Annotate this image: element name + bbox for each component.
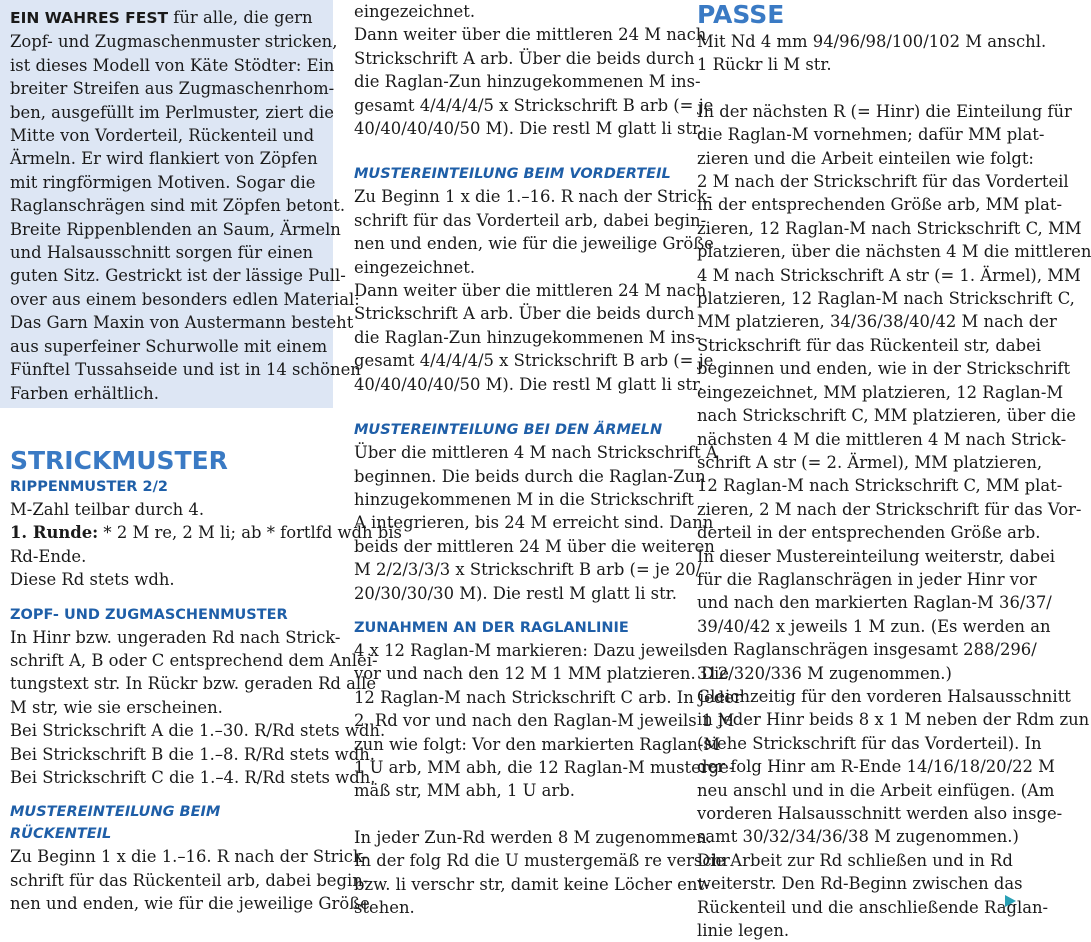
text-line: schrift A, B oder C entsprechend dem Anlei- (10, 651, 378, 671)
text-line: nen und enden, wie für die jeweilige Größe (10, 894, 370, 914)
text-line: Strickschrift A arb. Über die beids durch (354, 48, 695, 68)
passe-text-1 (697, 30, 1047, 77)
text-line: Die Arbeit zur Rd schließen und in Rd (697, 850, 1013, 870)
intro-box (0, 0, 361, 408)
text-line: mit ringförmigen Motiven. Sogar die (10, 172, 316, 192)
text-line: die Raglan-Zun hinzugekommenen M ins- (354, 72, 701, 92)
text-line: over aus einem besonders edlen Material: (10, 289, 360, 309)
rippen-round-label: 1. Runde: (10, 523, 99, 543)
aermel-text (354, 441, 718, 605)
text-line: Rückenteil und die anschließende Raglan- (697, 897, 1049, 917)
text-line: Zu Beginn 1 x die 1.–16. R nach der Strick- (354, 187, 713, 207)
text-line: linie legen. (697, 921, 790, 941)
text-line: Zopf- und Zugmaschenmuster stricken, (10, 32, 338, 52)
text-line: 12 Raglan-M nach Strickschrift C, MM plat- (697, 476, 1063, 496)
text-line: Über die mittleren 4 M nach Strickschrift A (354, 443, 718, 463)
text-line: derteil in der entsprechenden Größe arb. (697, 523, 1041, 543)
text-line: ist dieses Modell von Käte Stödter: Ein (10, 55, 335, 75)
text-line: 4 M nach Strickschrift A str (= 1. Ärmel), MM (697, 265, 1081, 285)
text-line: Mitte von Vorderteil, Rückenteil und (10, 126, 315, 146)
ruecken-text (10, 845, 370, 915)
text-line: schrift für das Vorderteil arb, dabei begin- (354, 210, 707, 230)
text-line: eingezeichnet. (354, 2, 476, 21)
text-line: samt 30/32/34/36/38 M zugenommen.) (697, 827, 1019, 847)
ruecken-heading: MUSTEREINTEILUNG BEIM RÜCKENTEIL (10, 804, 221, 843)
text-line: 4 x 12 Raglan-M markieren: Dazu jeweils (354, 640, 698, 660)
text-line: Mit Nd 4 mm 94/96/98/100/102 M anschl. (697, 32, 1047, 51)
strickmuster-heading: STRICKMUSTER (10, 446, 228, 475)
text-line: in jeder Hinr beids 8 x 1 M neben der Rdm zun (697, 710, 1090, 730)
text-line: 39/40/42 x jeweils 1 M zun. (Es werden an (697, 616, 1051, 636)
intro-first-line-rest: für alle, die gern (168, 8, 313, 27)
text-line: zun wie folgt: Vor den markierten Raglan-M (354, 734, 721, 754)
text-line: platzieren, 12 Raglan-M nach Strickschrift C, (697, 289, 1075, 309)
column-3 (697, 0, 1091, 942)
text-line: nen und enden, wie für die jeweilige Größe (354, 234, 714, 254)
text-line: die Raglan-M vornehmen; dafür MM plat- (697, 125, 1045, 145)
text-line: 40/40/40/40/50 M). Die restl M glatt li str. (354, 374, 704, 394)
text-line: eingezeichnet, MM platzieren, 12 Raglan-M (697, 382, 1064, 402)
text-line: Das Garn Maxin von Austermann besteht (10, 313, 354, 333)
text-line: gesamt 4/4/4/4/5 x Strickschrift B arb (= je (354, 351, 714, 371)
text-line: 40/40/40/40/50 M). Die restl M glatt li str. (354, 119, 704, 139)
text-line: Bei Strickschrift B die 1.–8. R/Rd stets wdh. (10, 744, 375, 764)
text-line: In jeder Zun-Rd werden 8 M zugenommen. (354, 827, 712, 847)
text-line: Breite Rippenblenden an Saum, Ärmeln (10, 219, 341, 239)
text-line: die Raglan-Zun hinzugekommenen M ins- (354, 327, 701, 347)
text-line: nach Strickschrift C, MM platzieren, über die (697, 406, 1076, 426)
aermel-heading: MUSTEREINTEILUNG BEI DEN ÄRMELN (354, 422, 663, 439)
text-line: zieren, 2 M nach der Strickschrift für das Vor- (697, 499, 1082, 519)
text-line: Bei Strickschrift C die 1.–4. R/Rd stets wdh. (10, 768, 376, 788)
text-line: in der entsprechenden Größe arb, MM plat- (697, 195, 1063, 215)
passe-heading: PASSE (697, 0, 785, 29)
intro-paragraph (10, 6, 361, 405)
text-line: Bei Strickschrift A die 1.–30. R/Rd stets wdh. (10, 721, 386, 741)
text-line: In Hinr bzw. ungeraden Rd nach Strick- (10, 627, 341, 647)
text-line: zieren und die Arbeit einteilen wie folgt: (697, 148, 1034, 168)
text-line: gesamt 4/4/4/4/5 x Strickschrift B arb (= je (354, 95, 714, 115)
text-line: A integrieren, bis 24 M erreicht sind. Dann (354, 513, 714, 533)
vorder-heading: MUSTEREINTEILUNG BEIM VORDERTEIL (354, 166, 671, 183)
text-line: Gleichzeitig für den vorderen Halsausschnitt (697, 686, 1071, 706)
text-line: und Halsausschnitt sorgen für einen (10, 243, 314, 263)
text-line: ben, ausgefüllt im Perlmuster, ziert die (10, 102, 334, 122)
text-line: 12 Raglan-M nach Strickschrift C arb. In jeder (354, 687, 742, 707)
text-line: 312/320/336 M zugenommen.) (697, 663, 952, 683)
text-line: vorderen Halsausschnitt werden also insge- (697, 804, 1063, 823)
text-line: 2. Rd vor und nach den Raglan-M jeweils 1 M (354, 711, 735, 731)
continue-arrow-icon (1005, 895, 1016, 907)
text-line: guten Sitz. Gestrickt ist der lässige Pull- (10, 266, 346, 286)
text-line: und nach den markierten Raglan-M 36/37/ (697, 593, 1052, 613)
text-line: (siehe Strickschrift für das Vorderteil). In (697, 733, 1042, 753)
text-line: der folg Hinr am R-Ende 14/16/18/20/22 M (697, 757, 1055, 777)
text-line: nächsten 4 M die mittleren 4 M nach Strick- (697, 429, 1067, 449)
text-line: Strickschrift für das Rückenteil str, dabei (697, 335, 1042, 355)
text-line: 20/30/30/30 M). Die restl M glatt li str. (354, 583, 677, 603)
text-line: den Raglanschrägen insgesamt 288/296/ (697, 640, 1037, 660)
text-line: Rd-Ende. (10, 546, 87, 566)
text-line: Dann weiter über die mittleren 24 M nach (354, 25, 707, 45)
text-line: aus superfeiner Schurwolle mit einem (10, 336, 328, 356)
rippenmuster-text (10, 498, 402, 592)
vorder-text (354, 185, 714, 396)
text-line: tungstext str. In Rückr bzw. geraden Rd alle (10, 674, 377, 694)
text-line: Dann weiter über die mittleren 24 M nach (354, 281, 707, 301)
text-line: Ärmeln. Er wird flankiert von Zöpfen (10, 149, 318, 169)
text-line: zieren, 12 Raglan-M nach Strickschrift C, MM (697, 218, 1082, 238)
text-line: beginnen. Die beids durch die Raglan-Zun (354, 466, 706, 486)
text-line: In der nächsten R (= Hinr) die Einteilung für (697, 101, 1072, 121)
rippen-round-line (10, 521, 402, 544)
text-line: In der folg Rd die U mustergemäß re verschr (354, 851, 730, 871)
text-line: In dieser Mustereinteilung weiterstr, dabei (697, 546, 1056, 566)
text-line: M 2/2/3/3/3 x Strickschrift B arb (= je 20/ (354, 560, 702, 580)
text-line: Strickschrift A arb. Über die beids durch (354, 304, 695, 324)
text-line: bzw. li verschr str, damit keine Löcher ent- (354, 874, 710, 894)
rippen-line: M-Zahl teilbar durch 4. (10, 500, 205, 519)
intro-lead: EIN WAHRES FEST (10, 9, 169, 27)
rippen-round-text: * 2 M re, 2 M li; ab * fortlfd wdh bis (98, 523, 402, 543)
text-line: beids der mittleren 24 M über die weiteren (354, 536, 715, 556)
text-line: Farben erhältlich. (10, 383, 159, 403)
text-line: für die Raglanschrägen in jeder Hinr vor (697, 569, 1037, 589)
zunahmen-text (354, 639, 742, 803)
text-line: neu anschl und in die Arbeit einfügen. (Am (697, 780, 1055, 800)
zopf-text (10, 626, 386, 790)
text-line: 2 M nach der Strickschrift für das Vorderteil (697, 172, 1069, 192)
text-line: 1 Rückr li M str. (697, 55, 832, 75)
ruecken-cont-text (354, 0, 714, 140)
text-line: 1 U arb, MM abh, die 12 Raglan-M musterge- (354, 757, 735, 777)
text-line: schrift für das Rückenteil arb, dabei begin- (10, 870, 369, 890)
text-line: beginnen und enden, wie in der Strickschrift (697, 359, 1071, 379)
rippenmuster-heading: RIPPENMUSTER 2/2 (10, 479, 168, 495)
text-line: MM platzieren, 34/36/38/40/42 M nach der (697, 312, 1057, 332)
zunahmen-heading: ZUNAHMEN AN DER RAGLANLINIE (354, 619, 629, 636)
zopf-heading: ZOPF- UND ZUGMASCHENMUSTER (10, 606, 288, 623)
text-line: M str, wie sie erscheinen. (10, 697, 223, 717)
text-line: mäß str, MM abh, 1 U arb. (354, 781, 575, 801)
text-line: breiter Streifen aus Zugmaschenrhom- (10, 79, 335, 99)
text-line: vor und nach den 12 M 1 MM platzieren. Die (354, 664, 729, 684)
passe-text-2 (697, 100, 1091, 942)
text-line: Diese Rd stets wdh. (10, 570, 175, 590)
text-line: platzieren, über die nächsten 4 M die mittleren (697, 242, 1091, 262)
intro-first-line (10, 6, 323, 30)
text-line: eingezeichnet. (354, 257, 476, 277)
text-line: schrift A str (= 2. Ärmel), MM platzieren, (697, 452, 1043, 472)
text-line: stehen. (354, 898, 415, 917)
text-line: Raglanschrägen sind mit Zöpfen betont. (10, 196, 346, 216)
text-line: hinzugekommenen M in die Strickschrift (354, 489, 694, 509)
text-line: Fünftel Tussahseide und ist in 14 schönen (10, 360, 361, 380)
text-line: weiterstr. Den Rd-Beginn zwischen das (697, 874, 1023, 894)
text-line: Zu Beginn 1 x die 1.–16. R nach der Strick- (10, 847, 369, 867)
zunahmen-text-2 (354, 826, 730, 920)
